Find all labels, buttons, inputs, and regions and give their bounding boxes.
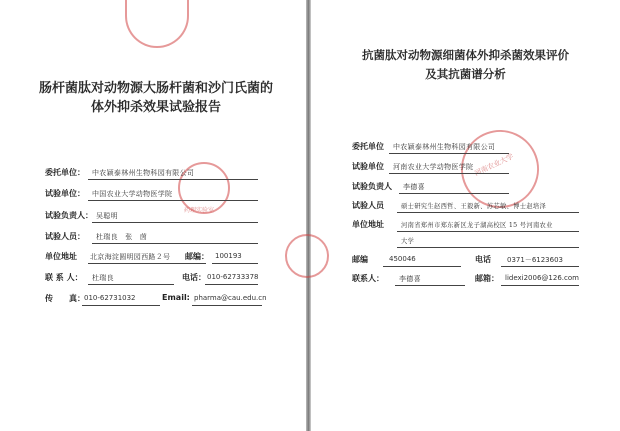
lab-seal-stamp-text: 药理实验室 (184, 207, 215, 214)
test-unit-label: 试验单位 (352, 162, 384, 171)
contact-label: 联系人： (352, 274, 384, 283)
report-title-line1: 肠杆菌肽对动物源大肠杆菌和沙门氏菌的 (38, 81, 273, 96)
phone-underline (501, 266, 579, 267)
test-unit-label: 试验单位： (45, 189, 85, 198)
postcode-underline (212, 263, 258, 264)
phone-label: 电话： (182, 273, 206, 282)
contact-underline (88, 284, 174, 285)
left-report-page (0, 0, 306, 431)
phone-underline (205, 284, 258, 285)
email-value: pharma@cau.edu.cn (194, 294, 267, 302)
address-value: 北京海淀圆明园西路２号 (90, 253, 171, 261)
email-label: 邮箱： (475, 274, 499, 283)
test-unit-value: 河南农业大学动物医学院 (393, 163, 474, 171)
postcode-underline (383, 266, 461, 267)
red-seal-stamp (125, 0, 189, 48)
leader-label: 试验负责人 (352, 182, 392, 191)
leader-value: 吴聪明 (96, 212, 118, 220)
staff-label: 试验人员： (45, 232, 85, 241)
address-underline-line2 (397, 247, 579, 248)
contact-value: 李德喜 (399, 275, 421, 283)
test-unit-underline (389, 173, 509, 174)
leader-label: 试验负责人： (45, 211, 93, 220)
staff-underline (397, 212, 579, 213)
fax-value: 010-62731032 (84, 294, 136, 302)
commission-underline (88, 179, 258, 180)
email-label: Email: (162, 293, 190, 302)
email-value: lidexi2006@126.com (505, 274, 579, 282)
email-underline (192, 305, 262, 306)
commission-value: 中农颖泰林州生物科园有限公司 (393, 143, 496, 151)
staff-underline (92, 243, 258, 244)
address-label: 单位地址 (45, 252, 77, 261)
phone-label: 电话 (475, 255, 491, 264)
test-unit-underline (88, 200, 258, 201)
contact-value: 杜瑞良 (92, 274, 114, 282)
staff-value: 杜瑞良 张 茵 (96, 233, 148, 241)
fax-underline (82, 305, 160, 306)
right-report-page (311, 0, 620, 431)
phone-value: 010-62733378 (207, 273, 259, 281)
report-title-line2: 体外抑杀效果试验报告 (90, 100, 221, 115)
address-underline (88, 263, 206, 264)
leader-value: 李德喜 (403, 183, 425, 191)
leader-underline (399, 193, 509, 194)
leader-underline (92, 222, 258, 223)
staff-value: 硕士研究生赵西哲、王毅新、苏芯敏、博士赵培泽 (401, 203, 547, 210)
commission-value: 中农颖泰林州生物科园有限公司 (92, 169, 195, 177)
postcode-value: 450046 (389, 255, 416, 263)
phone-value: 0371－6123603 (507, 256, 563, 264)
address-label: 单位地址 (352, 220, 384, 229)
report-title-line2: 及其抗菌谱分析 (425, 67, 506, 81)
postcode-label: 邮编 (352, 255, 368, 264)
address-value-line1: 河南省郑州市郑东新区龙子湖高校区 15 号河南农业 (401, 222, 553, 229)
staff-label: 试验人员 (352, 201, 384, 210)
address-value-line2: 大学 (401, 238, 415, 245)
commission-underline (389, 153, 509, 154)
commission-label: 委托单位 (352, 142, 384, 151)
email-underline (501, 285, 579, 286)
test-unit-value: 中国农业大学动物医学院 (92, 190, 173, 198)
postcode-label: 邮编： (185, 252, 209, 261)
university-seal-stamp-text: 河南农业大学 (473, 152, 515, 178)
address-underline-line1 (397, 231, 579, 232)
commission-label: 委托单位： (45, 168, 85, 177)
edge-seal-stamp (285, 234, 329, 278)
contact-label: 联 系 人： (45, 273, 83, 282)
contact-underline (395, 285, 465, 286)
fax-label: 传 真： (45, 294, 85, 303)
postcode-value: 100193 (215, 252, 242, 260)
report-title-line1: 抗菌肽对动物源细菌体外抑杀菌效果评价 (362, 48, 569, 62)
